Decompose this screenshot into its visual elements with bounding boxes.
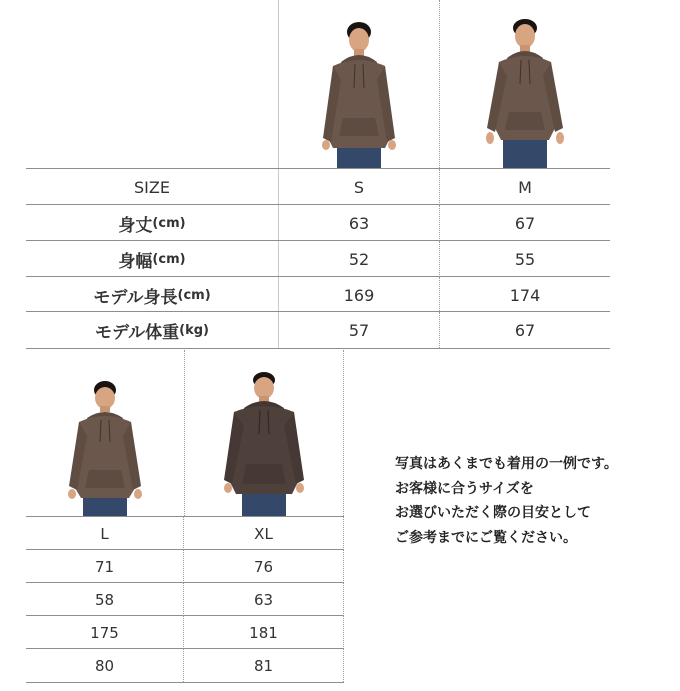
model-photo-l <box>26 350 184 516</box>
row-label-text: 身丈 <box>118 215 153 236</box>
size-xl-header: XL <box>184 517 344 550</box>
row-body-width <box>26 582 344 616</box>
row-label-unit: (cm) <box>177 287 211 303</box>
value-cell: 57 <box>279 312 440 348</box>
value-cell: 55 <box>514 249 536 269</box>
note-line: お選びいただく際の目安として <box>395 505 591 521</box>
row-model-weight <box>26 311 610 349</box>
note-line: お客様に合うサイズを <box>395 480 534 497</box>
model-photo-xl <box>185 350 343 516</box>
row-label <box>26 205 279 241</box>
value-cell: 81 <box>184 649 344 682</box>
row-label <box>26 277 279 313</box>
row-label <box>26 312 279 348</box>
value-cell: 67 <box>514 320 536 340</box>
value-cell: 63 <box>184 583 344 616</box>
row-label <box>26 241 279 277</box>
value-cell: 80 <box>26 649 184 682</box>
model-l-figure <box>65 378 145 516</box>
size-header-label: SIZE <box>26 169 279 205</box>
note-line: 写真はあくまでも着用の一例です。 <box>395 456 618 472</box>
value-cell: 71 <box>26 550 184 583</box>
row-label-unit: (cm) <box>152 251 186 267</box>
row-label-unit: (cm) <box>152 215 186 231</box>
model-photo-s <box>279 0 439 168</box>
size-table-bottom <box>26 350 344 691</box>
value-cell: 76 <box>184 550 344 583</box>
size-s-header: S <box>279 169 440 205</box>
row-model-height <box>26 276 610 313</box>
size-m-header: M <box>518 177 532 197</box>
model-xl-figure <box>222 370 306 516</box>
size-header-row <box>26 168 610 205</box>
model-photo-m <box>440 0 610 168</box>
row-label-text: モデル身長 <box>93 287 178 308</box>
value-cell: 181 <box>184 616 344 649</box>
value-cell: 63 <box>279 205 440 241</box>
value-cell: 52 <box>279 241 440 277</box>
value-cell: 67 <box>514 213 536 233</box>
size-table-top <box>26 0 610 347</box>
row-model-weight <box>26 648 344 683</box>
column-divider <box>343 350 344 516</box>
value-cell: 175 <box>26 616 184 649</box>
row-label-text: モデル体重 <box>95 322 180 343</box>
value-cell: 58 <box>26 583 184 616</box>
fitting-note <box>395 452 665 550</box>
row-label-unit: (kg) <box>179 322 209 338</box>
size-l-header: L <box>26 517 184 550</box>
row-model-height <box>26 615 344 649</box>
row-body-width <box>26 240 610 277</box>
value-cell: 169 <box>279 277 440 313</box>
model-s-figure <box>319 18 399 168</box>
row-body-length <box>26 549 344 583</box>
row-body-length <box>26 204 610 241</box>
note-line: ご参考までにご覧ください。 <box>395 529 577 546</box>
size-header-row <box>26 516 344 550</box>
value-cell: 174 <box>509 285 541 305</box>
model-m-figure <box>483 16 567 168</box>
row-label-text: 身幅 <box>118 251 153 272</box>
